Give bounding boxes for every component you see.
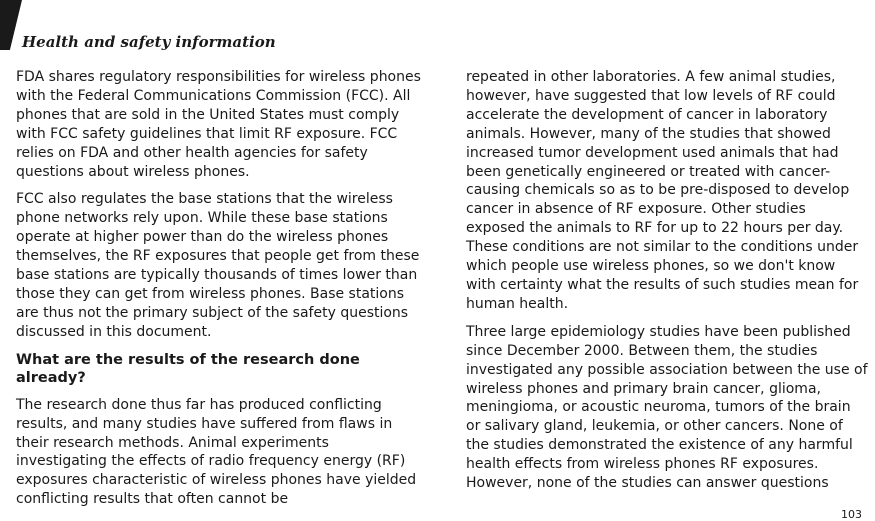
left-column: [16, 68, 421, 518]
paragraph-animal-studies: repeated in other laboratories. A few animal studies, however, have suggested that low levels of RF could accelerate the development of cancer in laboratory animals. However, many of the studies that showed increased tumor development used animals that had been genetically engineered or treated with cancer-causing chemicals so as to be pre-disposed to develop cancer in absence of RF exposure. Other studies exposed the animals to RF for up to 22 hours per day. These conditions are not similar to the conditions under which people use wireless phones, so we don't know with certainty what the results of such studies mean for human health.: [466, 69, 859, 312]
paragraph-epidemiology: Three large epidemiology studies have been published since December 2000. Between them, the studies investigated any possible association between the use of wireless phones and primary brain cancer, glioma, meningioma, or acoustic neuroma, tumors of the brain or salivary gland, leukemia, or other cancers. None of the studies demonstrated the existence of any harmful health effects from wireless phones RF exposures. However, none of the studies can answer questions: [466, 323, 868, 492]
paragraph-base-stations: FCC also regulates the base stations that the wireless phone networks rely upon. While these base stations operate at higher power than do the wireless phones themselves, the RF exposures that people get from these base stations are typically thousands of times lower than those they can get from wireless phones. Base stations are thus not the primary subject of the safety questions discussed in this document.: [16, 191, 420, 340]
paragraph-fda-fcc: FDA shares regulatory responsibilities for wireless phones with the Federal Communications Commission (FCC). All phones that are sold in the United States must comply with FCC safety guidelines that limit RF exposure. FCC relies on FDA and other health agencies for safety questions about wireless phones.: [16, 69, 421, 180]
page-number: 103: [841, 508, 862, 521]
section-title: Health and safety information: [22, 33, 276, 51]
research-results-heading: What are the results of the research done already?: [16, 351, 360, 386]
paragraph-research: The research done thus far has produced conflicting results, and many studies have suffered from flaws in their research methods. Animal experiments investigating the effects of radio frequency energy (RF) exposures characteristic of wireless phones have yielded conflicting results that often cannot be: [16, 396, 417, 508]
header-tab-mark: [0, 0, 22, 50]
right-column: [466, 68, 868, 502]
